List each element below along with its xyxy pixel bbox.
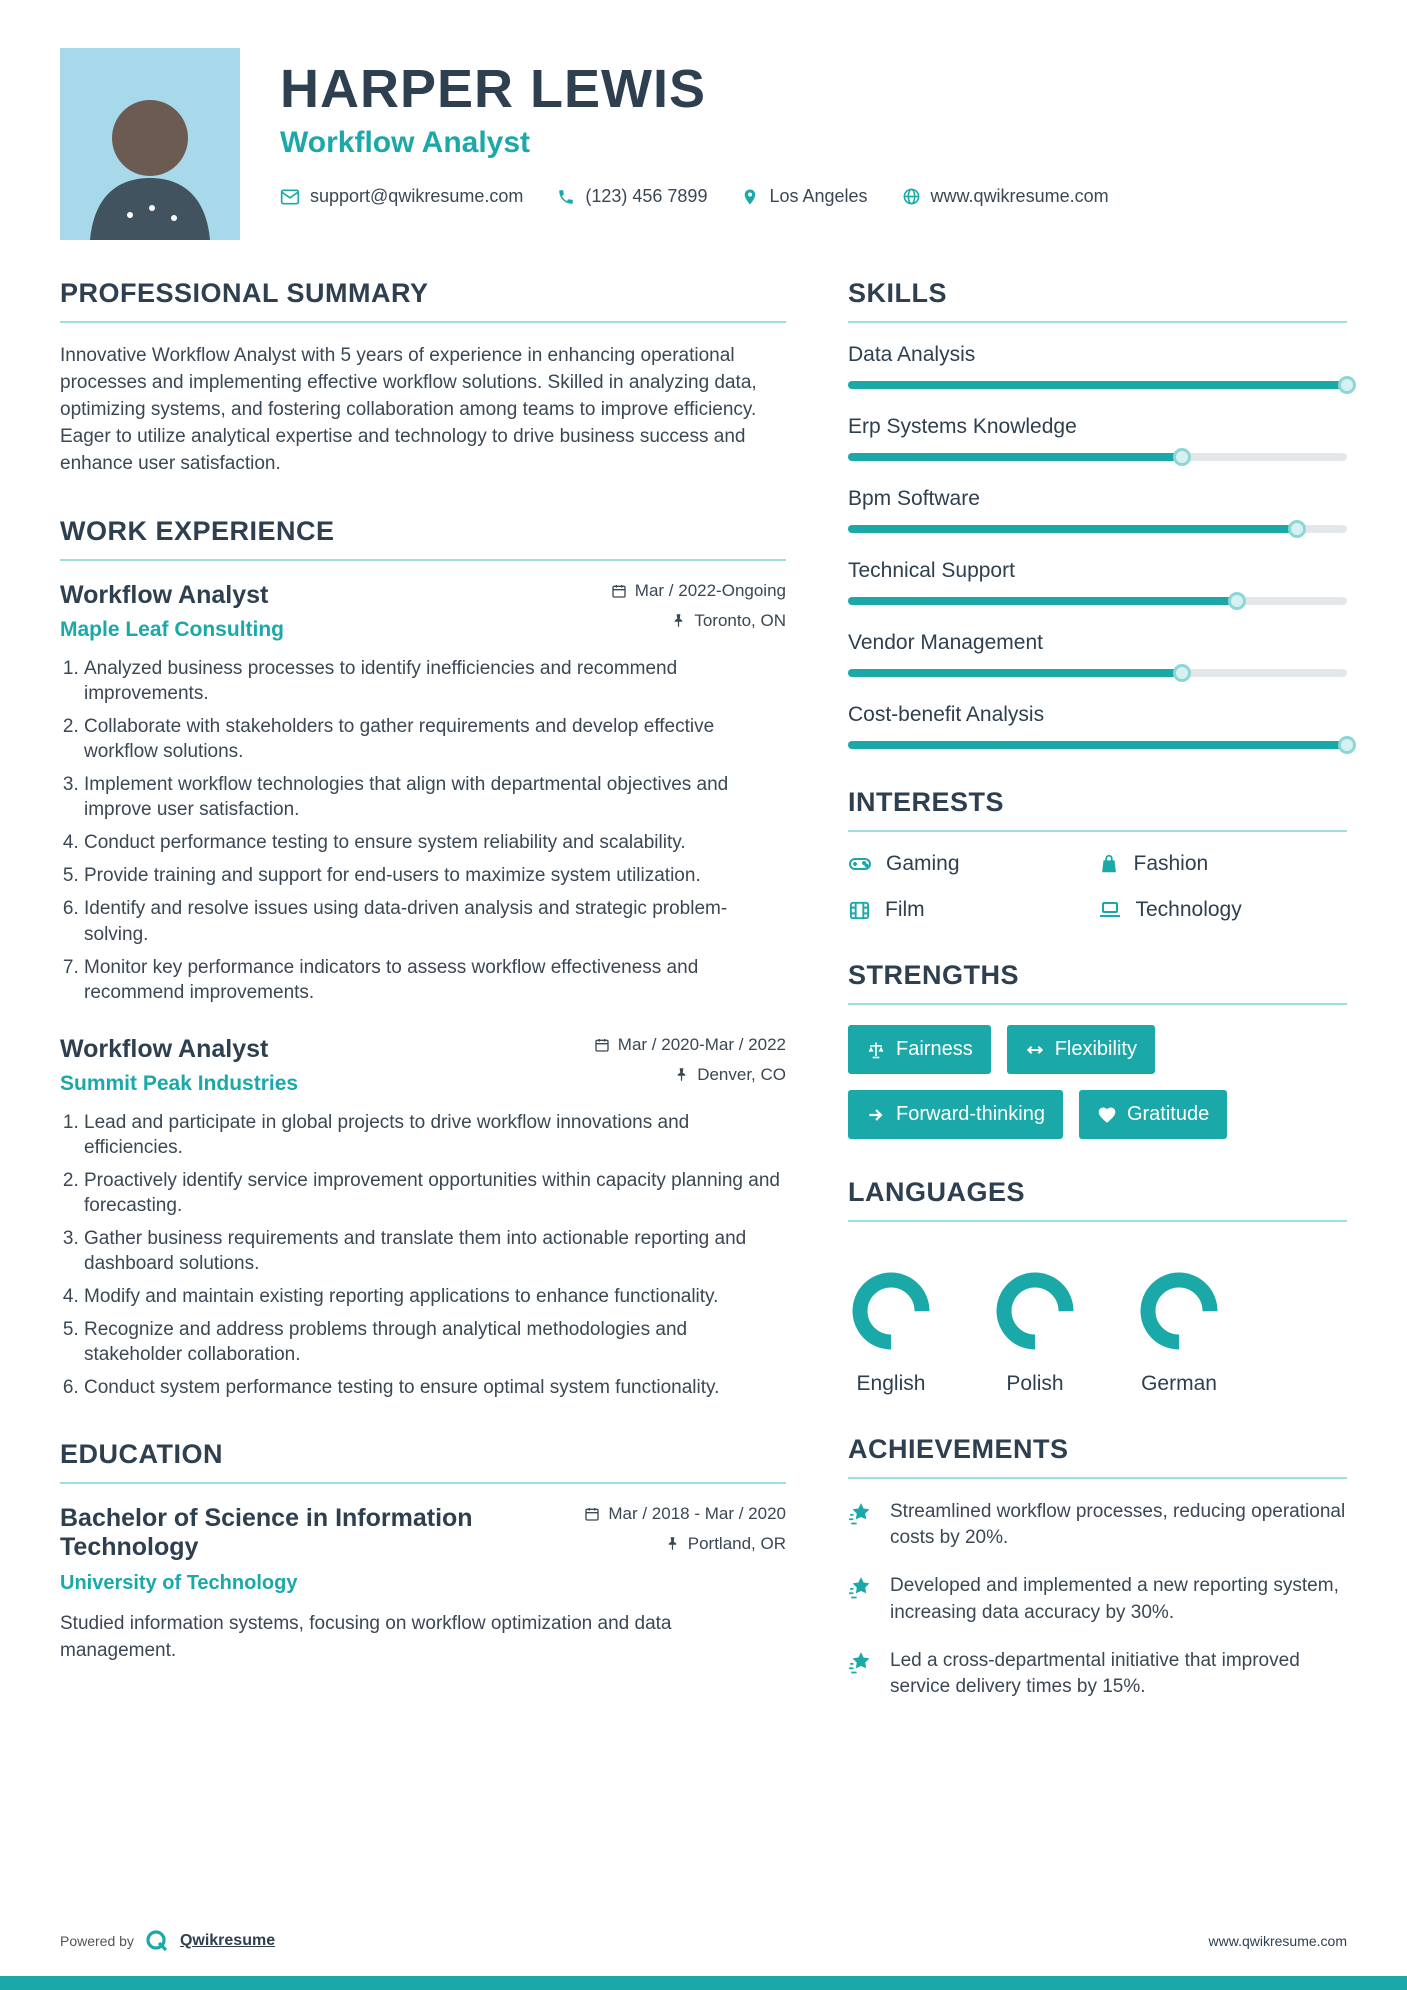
- strength-label: Forward-thinking: [896, 1103, 1045, 1125]
- strengths-list: [848, 1025, 1347, 1139]
- job-bullet: 2. Collaborate with stakeholders to gather requirements and develop effective workflow solutions.: [84, 714, 786, 764]
- calendar-icon: [611, 583, 627, 599]
- person-silhouette-icon: [60, 80, 240, 240]
- interest-label: Film: [885, 898, 925, 921]
- summary-text: Innovative Workflow Analyst with 5 years of experience in enhancing operational processes and implementing effective workflow solutions. Skilled in analyzing data, optimizing systems, and fostering collaboration among teams to improve efficiency. Eager to utilize analytical expertise and technology to drive business success and enhance user satisfaction.: [60, 345, 757, 474]
- calendar-icon: [594, 1037, 610, 1053]
- section-skills: [848, 278, 1347, 749]
- globe-icon: [902, 187, 921, 206]
- strength-badge: [848, 1090, 1063, 1139]
- location-text: Los Angeles: [769, 186, 868, 206]
- strength-badge: [1079, 1090, 1227, 1139]
- pushpin-icon: [665, 1536, 680, 1551]
- skill-item: [848, 343, 1347, 389]
- skill-name: Bpm Software: [848, 487, 980, 510]
- language-ring: [848, 1268, 934, 1354]
- interests-grid: [848, 852, 1347, 922]
- content-columns: [0, 260, 1407, 1738]
- job-dates: Mar / 2022-Ongoing: [634, 580, 786, 600]
- education-description: Studied information systems, focusing on workflow optimization and data management.: [60, 1612, 672, 1661]
- achievement-star-icon: [848, 1650, 874, 1676]
- skill-bar: [848, 669, 1347, 677]
- job-bullet: 2. Proactively identify service improvement opportunities within capacity planning and forecasting.: [84, 1168, 786, 1218]
- job-bullet: 1. Lead and participate in global projects to drive workflow innovations and efficiencies.: [84, 1110, 786, 1160]
- section-interests: [848, 787, 1347, 922]
- achievement-item: [848, 1648, 1347, 1700]
- left-right-arrow-icon: [1025, 1040, 1045, 1060]
- email-icon: [280, 187, 300, 207]
- contact-email[interactable]: [280, 186, 523, 207]
- language-name: English: [856, 1372, 926, 1395]
- header: [0, 0, 1407, 260]
- skill-item: [848, 415, 1347, 461]
- person-name: HARPER LEWIS: [280, 59, 707, 119]
- strengths-heading: STRENGTHS: [848, 960, 1347, 1005]
- person-job-title: Workflow Analyst: [280, 126, 531, 159]
- skill-item: [848, 487, 1347, 533]
- job-title: Workflow Analyst: [60, 1034, 269, 1063]
- job-title: Workflow Analyst: [60, 580, 269, 609]
- contact-website[interactable]: [902, 186, 1109, 207]
- section-strengths: [848, 960, 1347, 1139]
- laptop-icon: [1098, 898, 1122, 922]
- qwikresume-brand-link[interactable]: Qwikresume: [179, 1932, 276, 1949]
- powered-by: [60, 1928, 275, 1954]
- achievement-text: Streamlined workflow processes, reducing operational costs by 20%.: [890, 1501, 1346, 1549]
- skill-knob: [1173, 664, 1191, 682]
- footer-website-link[interactable]: www.qwikresume.com: [1208, 1933, 1347, 1949]
- skill-knob: [1173, 448, 1191, 466]
- interest-label: Technology: [1135, 898, 1242, 921]
- footer: [0, 1928, 1407, 1976]
- section-education: [60, 1439, 786, 1665]
- job-bullet: 5. Recognize and address problems through analytical methodologies and stakeholder collaboration.: [84, 1317, 786, 1367]
- website-text: www.qwikresume.com: [930, 186, 1109, 206]
- education-degree: Bachelor of Science in Information Technology: [60, 1503, 473, 1561]
- job-bullet: 3. Implement workflow technologies that align with departmental objectives and improve user satisfaction.: [84, 772, 786, 822]
- job-header: [60, 1035, 786, 1096]
- job-bullet: 3. Gather business requirements and translate them into actionable reporting and dashboard solutions.: [84, 1226, 786, 1276]
- job-location: Denver, CO: [697, 1064, 786, 1084]
- job-bullet: 5. Provide training and support for end-users to maximize system utilization.: [84, 863, 786, 888]
- strength-badge: [1007, 1025, 1155, 1074]
- section-work-experience: [60, 516, 786, 1401]
- job-bullet: 4. Modify and maintain existing reporting applications to enhance functionality.: [84, 1284, 786, 1309]
- contact-phone: [557, 186, 707, 207]
- job-company: Summit Peak Industries: [60, 1071, 299, 1095]
- qwikresume-logo-icon: [144, 1928, 170, 1954]
- shopping-bag-icon: [1098, 853, 1120, 875]
- arrow-right-icon: [866, 1105, 886, 1125]
- interest-item: [1098, 898, 1348, 922]
- section-achievements: [848, 1434, 1347, 1700]
- header-text: [280, 48, 1109, 240]
- profile-photo: [60, 48, 240, 240]
- languages-list: [848, 1242, 1347, 1396]
- heart-icon: [1097, 1105, 1117, 1125]
- achievement-item: [848, 1573, 1347, 1625]
- skill-name: Erp Systems Knowledge: [848, 415, 1077, 438]
- skill-bar: [848, 741, 1347, 749]
- job-bullet: 6. Conduct system performance testing to ensure optimal system functionality.: [84, 1375, 786, 1400]
- job-entry: [60, 1035, 786, 1401]
- achievement-star-icon: [848, 1501, 874, 1527]
- phone-icon: [557, 188, 575, 206]
- section-professional-summary: [60, 278, 786, 478]
- skill-knob: [1338, 376, 1356, 394]
- contact-row: [280, 186, 1109, 207]
- education-school: University of Technology: [60, 1571, 298, 1594]
- job-bullet-list: [60, 656, 786, 1005]
- left-column: [60, 278, 786, 1738]
- language-item: [848, 1268, 934, 1396]
- calendar-icon: [584, 1506, 600, 1522]
- skill-bar: [848, 453, 1347, 461]
- skill-bar: [848, 597, 1347, 605]
- skill-item: [848, 703, 1347, 749]
- job-bullet: 4. Conduct performance testing to ensure system reliability and scalability.: [84, 830, 786, 855]
- pushpin-icon: [671, 613, 686, 628]
- language-ring: [992, 1268, 1078, 1354]
- job-location: Toronto, ON: [694, 610, 786, 630]
- skill-name: Data Analysis: [848, 343, 976, 366]
- skill-knob: [1228, 592, 1246, 610]
- language-ring: [1136, 1268, 1222, 1354]
- skill-name: Technical Support: [848, 559, 1015, 582]
- language-item: [1136, 1268, 1222, 1396]
- strength-label: Fairness: [896, 1038, 973, 1060]
- strength-label: Flexibility: [1054, 1038, 1137, 1060]
- right-column: [848, 278, 1347, 1738]
- job-meta: [611, 581, 786, 641]
- language-name: Polish: [1006, 1372, 1064, 1395]
- skill-knob: [1338, 736, 1356, 754]
- location-pin-icon: [741, 188, 759, 206]
- job-company: Maple Leaf Consulting: [60, 617, 285, 641]
- education-header: [60, 1504, 786, 1595]
- education-meta: [584, 1504, 786, 1564]
- job-meta: [594, 1035, 786, 1095]
- gamepad-icon: [848, 852, 872, 876]
- job-bullet-list: [60, 1110, 786, 1401]
- languages-heading: LANGUAGES: [848, 1177, 1347, 1222]
- achievement-text: Developed and implemented a new reporting system, increasing data accuracy by 30%.: [890, 1575, 1339, 1623]
- job-bullet: 1. Analyzed business processes to identify inefficiencies and recommend improvements.: [84, 656, 786, 706]
- scales-icon: [866, 1040, 886, 1060]
- job-entry: [60, 581, 786, 1005]
- interest-label: Fashion: [1133, 852, 1209, 875]
- education-location: Portland, OR: [687, 1533, 786, 1553]
- pushpin-icon: [674, 1067, 689, 1082]
- skill-name: Vendor Management: [848, 631, 1043, 654]
- achievement-text: Led a cross-departmental initiative that improved service delivery times by 15%.: [890, 1649, 1300, 1698]
- job-bullet: 7. Monitor key performance indicators to assess workflow effectiveness and recommend improvements.: [84, 955, 786, 1005]
- job-header: [60, 581, 786, 642]
- skill-name: Cost-benefit Analysis: [848, 703, 1045, 726]
- language-item: [992, 1268, 1078, 1396]
- job-bullet: 6. Identify and resolve issues using data-driven analysis and strategic problem-solving.: [84, 896, 786, 946]
- work-heading: WORK EXPERIENCE: [60, 516, 786, 561]
- education-heading: EDUCATION: [60, 1439, 786, 1484]
- language-name: German: [1141, 1372, 1217, 1395]
- achievement-item: [848, 1499, 1347, 1551]
- contact-location: [741, 186, 867, 207]
- film-icon: [848, 899, 871, 922]
- skill-item: [848, 631, 1347, 677]
- achievement-star-icon: [848, 1575, 874, 1601]
- email-text: support@qwikresume.com: [310, 186, 524, 206]
- strength-label: Gratitude: [1126, 1103, 1210, 1125]
- interest-item: [848, 852, 1098, 876]
- strength-badge: [848, 1025, 991, 1074]
- section-languages: [848, 1177, 1347, 1396]
- skill-bar: [848, 381, 1347, 389]
- interests-heading: INTERESTS: [848, 787, 1347, 832]
- skills-heading: SKILLS: [848, 278, 1347, 323]
- job-dates: Mar / 2020-Mar / 2022: [617, 1034, 786, 1054]
- skill-bar: [848, 525, 1347, 533]
- interest-item: [848, 898, 1098, 922]
- achievements-heading: ACHIEVEMENTS: [848, 1434, 1347, 1479]
- phone-text: (123) 456 7899: [585, 186, 708, 206]
- summary-heading: PROFESSIONAL SUMMARY: [60, 278, 786, 323]
- skill-item: [848, 559, 1347, 605]
- skill-knob: [1288, 520, 1306, 538]
- interest-item: [1098, 852, 1348, 876]
- interest-label: Gaming: [886, 852, 960, 875]
- powered-by-label: Powered by: [60, 1933, 134, 1949]
- bottom-accent-bar: [0, 1976, 1407, 1990]
- education-dates: Mar / 2018 - Mar / 2020: [608, 1503, 786, 1523]
